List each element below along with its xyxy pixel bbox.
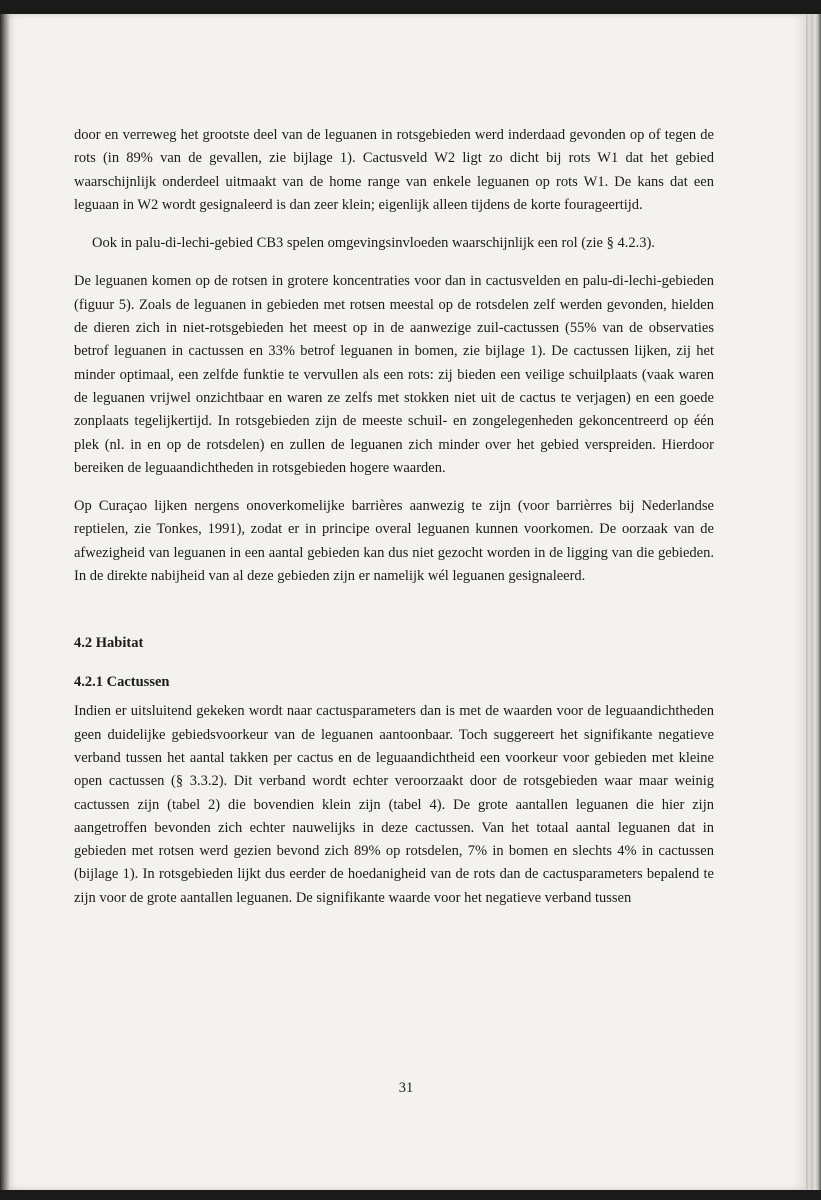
page-number: 31 [398,1080,414,1096]
paragraph-cb3: Ook in palu-di-lechi-gebied CB3 spelen omgevingsinvloeden waarschijnlijk een rol (zie § 4.2.3). [92,235,655,252]
paragraph-cactusparameters: Indien er uitsluitend gekeken wordt naar cactusparameters dan is met de waarden voor de leguaandichtheden geen duidelijke gebiedsvoorkeur van de leguanen aantoonbaar. Toch suggereert het signifikante negatieve verband tussen het aantal takken per cactus en de leguaandichtheid een voorkeur voor gebieden met kleine open cactussen (§ 3.3.2). Dit verband wordt echter veroorzaakt door de rotsgebieden waar maar weinig cactussen zijn (tabel 2) die bovendien klein zijn (tabel 4). De grote aantallen leguanen die hier zijn aangetroffen bevonden zich echter nauwelijks in deze cactussen. Van het totaal aantal leguanen dat in gebieden met rotsen werd gezien bevond zich 89% op rotsdelen, 7% in bomen en slechts 4% in cactussen (bijlage 1). In rotsgebieden lijkt dus eerder de hoedanigheid van de rots dan de cactusparameters bepalend te zijn voor de grote aantallen leguanen. De signifikante waarde voor het negatieve verband tussen [74,703,714,906]
paragraph-continuation: door en verreweg het grootste deel van de leguanen in rotsgebieden werd inderdaad gevonden op of tegen de rots (in 89% van de gevallen, zie bijlage 1). Cactusveld W2 ligt zo dicht bij rots W1 dat het gebied waarschijnlijk onderdeel uitmaakt van de home range van enkele leguanen op rots W1. De kans dat een leguaan in W2 wordt gesignaleerd is dan zeer klein; eigenlijk alleen tijdens de korte fourageertijd. [74,127,714,213]
binding-shadow [0,14,10,1190]
body-text [74,124,714,925]
paragraph-koncentraties: De leguanen komen op de rotsen in grotere koncentraties voor dan in cactusvelden en palu-di-lechi-gebieden (figuur 5). Zoals de leguanen in gebieden met rotsen meestal op de rotsdelen zelf werden gevonden, hielden de dieren zich in niet-rotsgebieden het meest op in de aanwezige zuil-cactussen (55% van de observaties betrof leguanen in cactussen en 33% betrof leguanen in bomen, zie bijlage 1). De cactussen lijken, zij het minder optimaal, een zelfde funktie te vervullen als een rots: zij bieden een veilige schuilplaats (vaak waren de leguanen vrijwel onzichtbaar en waren ze zelfs met stokken niet uit de cactus te verjagen) en een goede zonplaats tegelijkertijd. In rotsgebieden zijn de meeste schuil- en zongelegenheden gekoncentreerd op één plek (nl. in en op de rotsdelen) en zullen de leguanen zich minder over het gebied verspreiden. Hierdoor bereiken de leguaandichtheden in rotsgebieden hogere waarden. [74,273,714,476]
subsection-heading: 4.2.1 Cactussen [74,674,170,691]
paragraph-barrieres: Op Curaçao lijken nergens onoverkomelijke barrières aanwezig te zijn (voor barrièrres bij Nederlandse reptielen, zie Tonkes, 1991), zodat er in principe overal leguanen kunnen voorkomen. De oorzaak van de afwezigheid van leguanen in een aantal gebieden kan dus niet gezocht worden in de ligging van die gebieden. In de direkte nabijheid van al deze gebieden zijn er namelijk wél leguanen gesignaleerd. [74,498,714,585]
section-heading: 4.2 Habitat [74,635,144,652]
page-stack-edge [806,14,821,1190]
